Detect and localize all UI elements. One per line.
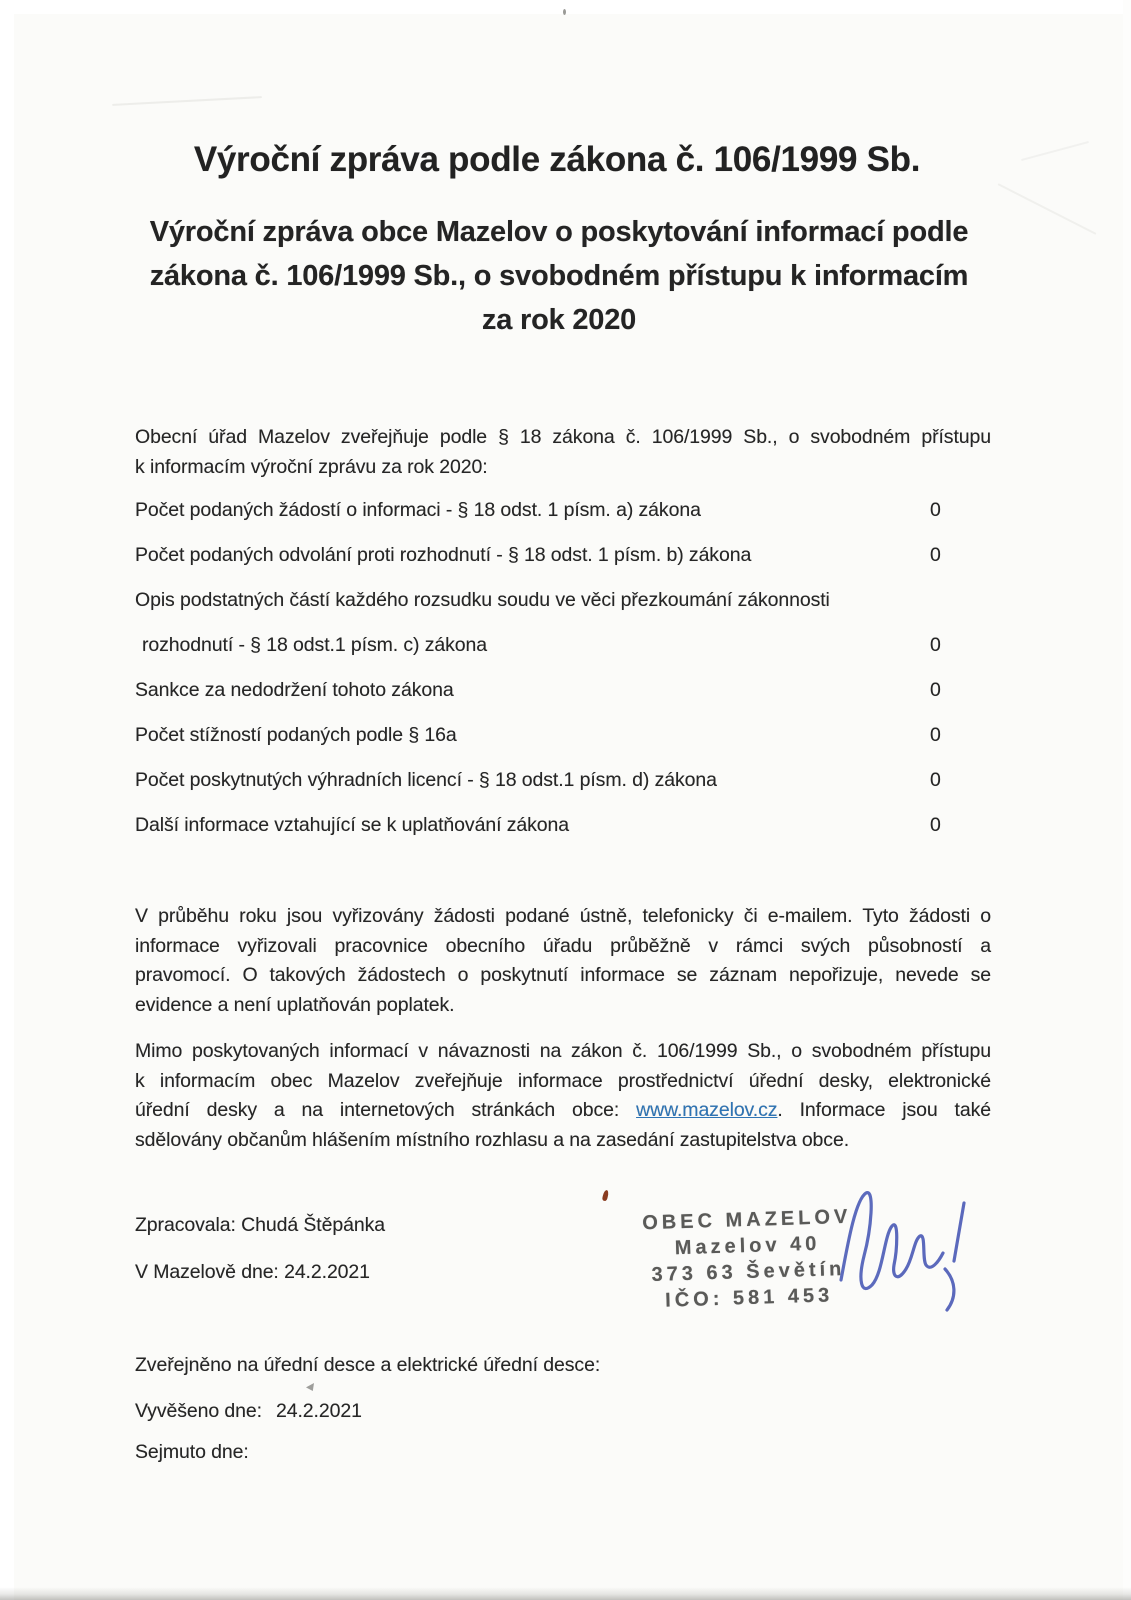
ink-speck: [602, 1190, 610, 1202]
report-item-label: Opis podstatných částí každého rozsudku soudu ve věci přezkoumání zákonnosti: [135, 589, 830, 611]
scan-right-margin: [1123, 0, 1131, 1600]
report-item-label: Počet poskytnutých výhradních licencí - § 18 odst.1 písm. d) zákona: [135, 769, 717, 791]
paragraph-line: evidence a není uplatňován poplatek.: [135, 993, 455, 1016]
report-item-value: 0: [930, 679, 941, 701]
page-title: Výroční zpráva podle zákona č. 106/1999 Sb.: [193, 140, 921, 179]
intro-line-2: k informacím výroční zprávu za rok 2020:: [135, 456, 488, 478]
posted-date-value: 24.2.2021: [275, 1400, 362, 1422]
ink-speck: [563, 9, 566, 15]
report-item-value: 0: [930, 544, 941, 566]
page-subtitle: [0, 210, 1118, 342]
intro-paragraph: [135, 422, 991, 482]
report-row-3-line-1: [135, 585, 991, 615]
handwritten-signature: [828, 1176, 990, 1314]
posted-date-label: Vyvěšeno dne:: [135, 1400, 262, 1422]
link-prefix-text: úřední desky a na internetových stránkách obce:: [135, 1099, 637, 1121]
report-row-2: [135, 540, 991, 570]
report-item-label: Počet podaných odvolání proti rozhodnutí - § 18 odst. 1 písm. b) zákona: [135, 544, 752, 566]
report-item-value: 0: [930, 814, 941, 836]
report-row-6: [135, 765, 991, 795]
paragraph-line: sdělovány občanům hlášením místního rozhlasu a na zasedání zastupitelstva obce.: [135, 1128, 850, 1151]
subtitle-line-1: Výroční zpráva obce Mazelov o poskytování informací podle: [149, 216, 969, 248]
paragraph-line: k informacím obec Mazelov zveřejňuje informace prostřednictví úřední desky, elektronické: [135, 1069, 991, 1092]
link-suffix-text: . Informace jsou také: [777, 1099, 992, 1121]
report-row-4: [135, 675, 991, 705]
paragraph-line-with-link: [135, 1096, 991, 1126]
report-row-3-line-2: [135, 630, 998, 660]
report-item-label: rozhodnutí - § 18 odst.1 písm. c) zákona: [142, 634, 488, 656]
report-item-label: Počet stížností podaných podle § 16a: [135, 724, 457, 746]
intro-line-1: Obecní úřad Mazelov zveřejňuje podle § 18 zákona č. 106/1999 Sb., o svobodném přístupu: [135, 426, 991, 448]
removed-date-line: Sejmuto dne:: [135, 1441, 249, 1463]
subtitle-line-2: zákona č. 106/1999 Sb., o svobodném přístupu k informacím: [149, 260, 969, 292]
mazelov-website-link[interactable]: www.mazelov.cz: [636, 1099, 778, 1121]
scan-scratch: [112, 96, 262, 105]
published-on-boards-line: Zveřejněno na úřední desce a elektrické úřední desce:: [135, 1354, 601, 1376]
report-item-value: 0: [930, 769, 941, 791]
paragraph-line: pravomocí. O takových žádostech o poskytnutí informace se záznam nepořizuje, nevede se: [135, 964, 991, 986]
report-item-value: 0: [930, 499, 941, 521]
paragraph-publication-channels: [135, 1037, 991, 1155]
report-row-1: [135, 495, 991, 525]
report-row-7: [135, 810, 991, 840]
stamp-line-address: Mazelov 40: [674, 1232, 821, 1260]
paragraph-line: Mimo poskytovaných informací v návaznosti na zákon č. 106/1999 Sb., o svobodném přístupu: [135, 1040, 991, 1062]
report-row-5: [135, 720, 991, 750]
report-item-label: Další informace vztahující se k uplatňování zákona: [135, 814, 569, 836]
scan-bottom-shadow: [0, 1587, 1131, 1600]
paragraph-line: V průběhu roku jsou vyřizovány žádosti podané ústně, telefonicky či e-mailem. Tyto žádosti o: [135, 905, 991, 927]
ink-speck: [306, 1383, 314, 1391]
stamp-line-city: 373 63 Ševětín: [651, 1257, 846, 1287]
stamp-line-ico: IČO: 581 453: [664, 1284, 834, 1312]
place-date-line: V Mazelově dne: 24.2.2021: [135, 1261, 370, 1283]
stamp-line-office: OBEC MAZELOV: [641, 1205, 852, 1235]
posted-date-line: [135, 1400, 362, 1423]
report-item-label: Sankce za nedodržení tohoto zákona: [135, 679, 454, 701]
report-item-value: 0: [930, 724, 941, 746]
subtitle-line-3: za rok 2020: [481, 304, 637, 336]
paragraph-request-handling: [135, 902, 991, 1020]
report-item-label: Počet podaných žádostí o informaci - § 18 odst. 1 písm. a) zákona: [135, 499, 701, 521]
paragraph-line: informace vyřizovali pracovnice obecního úřadu průběžně v rámci svých působností a: [135, 934, 991, 957]
prepared-by-line: Zpracovala: Chudá Štěpánka: [135, 1214, 385, 1236]
report-item-value: 0: [930, 634, 941, 656]
